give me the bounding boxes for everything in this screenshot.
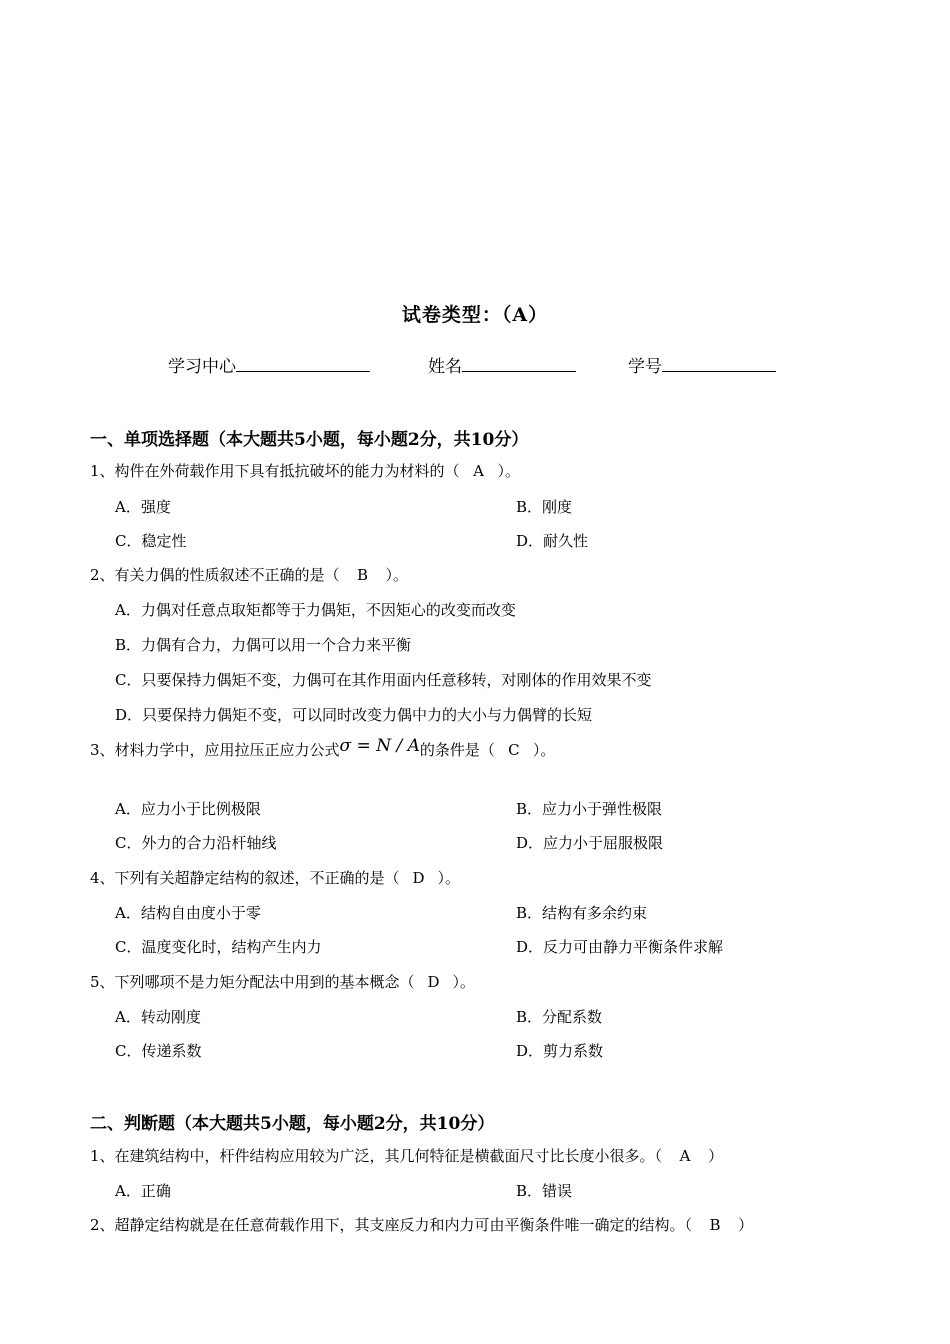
answer-1-3: C: [508, 741, 520, 759]
option-1-3-c: C．外力的合力沿杆轴线: [115, 834, 277, 852]
answer-2-1: A: [679, 1147, 691, 1165]
student-id-blank[interactable]: [662, 353, 776, 372]
stress-formula: σ = N / A: [339, 736, 420, 756]
section-1-heading: 一、单项选择题（本大题共5小题，每小题2分，共10分）: [90, 430, 529, 450]
question-1-2: 2、有关力偶的性质叙述不正确的是（ B ）。: [90, 566, 409, 584]
student-id-label: 学号: [628, 357, 662, 377]
option-1-2-b: B．力偶有合力，力偶可以用一个合力来平衡: [115, 636, 412, 654]
option-1-2-c: C．只要保持力偶矩不变，力偶可在其作用面内任意移转，对刚体的作用效果不变: [115, 671, 652, 689]
option-1-5-a: A．转动刚度: [115, 1008, 201, 1026]
section-2-heading: 二、判断题（本大题共5小题，每小题2分，共10分）: [90, 1114, 495, 1134]
name-field: [428, 352, 576, 377]
exam-type-title: 试卷类型：（A）: [401, 304, 549, 326]
option-1-4-a: A．结构自由度小于零: [115, 904, 261, 922]
option-1-3-a: A．应力小于比例极限: [115, 800, 261, 818]
option-1-4-b: B．结构有多余约束: [516, 904, 648, 922]
answer-1-1: A: [473, 462, 484, 480]
option-1-5-c: C．传递系数: [115, 1042, 202, 1060]
question-2-2: 2、超静定结构就是在任意荷载作用下，其支座反力和内力可由平衡条件唯一确定的结构。（ B ）: [90, 1216, 754, 1234]
answer-1-4: D: [412, 869, 425, 887]
question-2-1: 1、在建筑结构中，杆件结构应用较为广泛，其几何特征是横截面尺寸比长度小很多。（ A ）: [90, 1147, 724, 1165]
option-1-1-c: C．稳定性: [115, 532, 187, 550]
option-1-1-b: B．刚度: [516, 498, 573, 516]
answer-1-2: B: [357, 566, 369, 584]
option-2-1-b: B．错误: [516, 1182, 573, 1200]
question-1-5: 5、下列哪项不是力矩分配法中用到的基本概念（ D ）。: [90, 973, 476, 991]
student-id-field: [628, 352, 776, 377]
name-blank[interactable]: [462, 353, 576, 372]
question-1-3: 3、材料力学中，应用拉压正应力公式σ = N / A的条件是（ C ）。: [90, 736, 556, 759]
option-1-1-d: D．耐久性: [516, 532, 589, 550]
option-1-5-b: B．分配系数: [516, 1008, 603, 1026]
option-1-2-a: A．力偶对任意点取矩都等于力偶矩，不因矩心的改变而改变: [115, 601, 516, 619]
question-1-4: 4、下列有关超静定结构的叙述，不正确的是（ D ）。: [90, 869, 461, 887]
option-1-3-b: B．应力小于弹性极限: [516, 800, 663, 818]
option-1-4-c: C．温度变化时，结构产生内力: [115, 938, 322, 956]
question-1-1: 1、构件在外荷载作用下具有抵抗破坏的能力为材料的（ A ）。: [90, 462, 521, 480]
option-1-1-a: A．强度: [115, 498, 171, 516]
option-2-1-a: A．正确: [115, 1182, 171, 1200]
study-center-field: [168, 352, 370, 377]
answer-1-5: D: [427, 973, 440, 991]
option-1-4-d: D．反力可由静力平衡条件求解: [516, 938, 724, 956]
option-1-2-d: D．只要保持力偶矩不变，可以同时改变力偶中力的大小与力偶臂的长短: [115, 706, 593, 724]
study-center-blank[interactable]: [236, 353, 370, 372]
name-label: 姓名: [428, 357, 462, 377]
answer-2-2: B: [709, 1216, 721, 1234]
study-center-label: 学习中心: [168, 357, 236, 377]
option-1-5-d: D．剪力系数: [516, 1042, 604, 1060]
option-1-3-d: D．应力小于屈服极限: [516, 834, 664, 852]
